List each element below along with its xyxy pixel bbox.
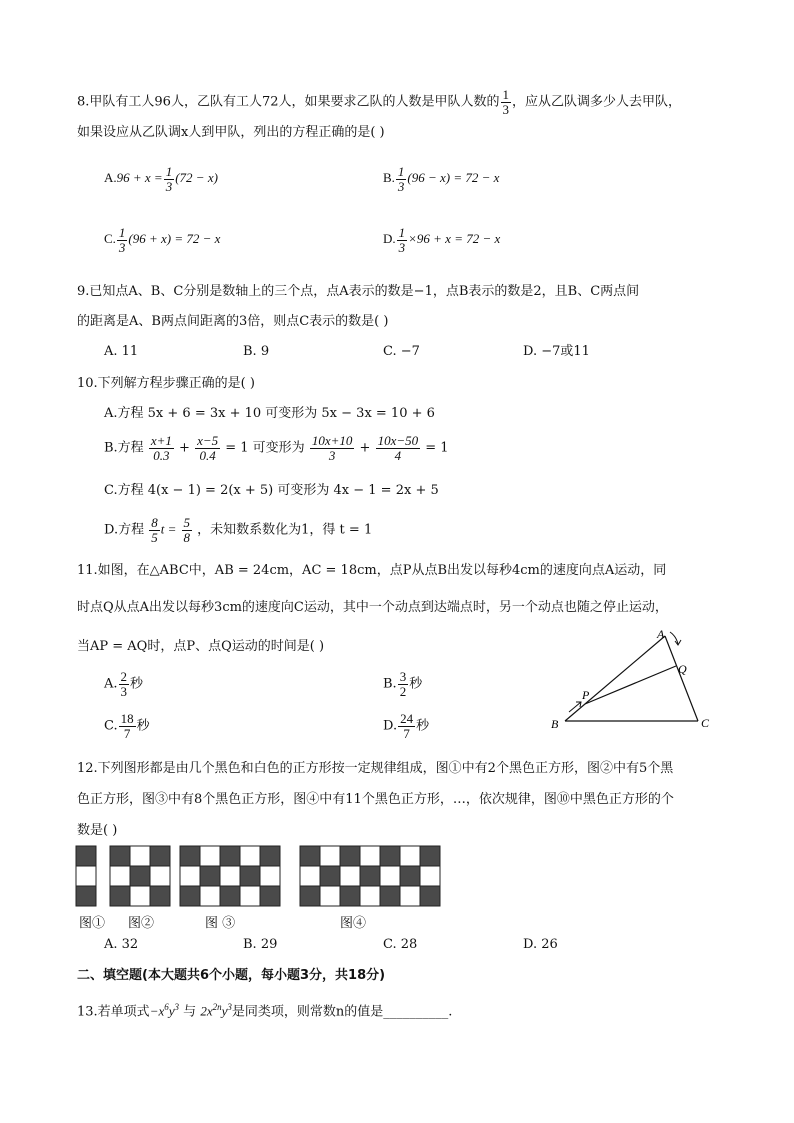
square-pattern-figures	[74, 845, 444, 907]
white-square	[340, 866, 360, 886]
black-square	[130, 866, 150, 886]
white-square	[300, 866, 320, 886]
q10-option-c[interactable]: C.方程 4(x − 1) = 2(x + 5) 可变形为 4x − 1 = 2x + 5	[104, 483, 439, 498]
q12-stem-line2: 色正方形，图③中有8个黑色正方形，图④中有11个黑色正方形，…，依次规律，图⑩中黑色正方形的个	[77, 792, 674, 807]
black-square	[150, 886, 170, 906]
black-square	[260, 846, 280, 866]
label-p: P	[582, 688, 590, 702]
q12-option-d[interactable]: D. 26	[523, 937, 558, 952]
white-square	[420, 866, 440, 886]
q11-option-d[interactable]: D. $\frac{24}{7}$ 秒	[383, 711, 430, 741]
white-square	[130, 846, 150, 866]
white-square	[320, 846, 340, 866]
q9-stem-line1: 9.已知点A、B、C分别是数轴上的三个点，点A表示的数是−1，点B表示的数是2，且B、C两点间	[77, 284, 640, 299]
q9-option-d[interactable]: D. −7或11	[523, 344, 590, 359]
white-square	[200, 846, 220, 866]
white-square	[110, 866, 130, 886]
black-square	[200, 866, 220, 886]
black-square	[340, 886, 360, 906]
q8-option-c[interactable]: C. $\frac{1}{3}$ (96 + x) = 72 − x	[104, 225, 221, 255]
segment-pq	[585, 666, 676, 704]
black-square	[240, 866, 260, 886]
q8-fraction: $\frac{1}{3}$	[502, 87, 509, 117]
q11-option-a[interactable]: A. $\frac{2}{3}$ 秒	[104, 669, 144, 699]
q12-option-c[interactable]: C. 28	[383, 937, 418, 952]
black-square	[76, 846, 96, 866]
black-square	[400, 866, 420, 886]
pattern-figure-2	[110, 846, 170, 906]
q11-stem-line2: 时点Q从点A出发以每秒3cm的速度向C运动，其中一个动点到达端点时，另一个动点也随之停止运动，	[77, 600, 668, 615]
black-square	[320, 866, 340, 886]
black-square	[300, 886, 320, 906]
black-square	[220, 846, 240, 866]
side-ac	[665, 636, 698, 721]
black-square	[340, 846, 360, 866]
label-c: C	[701, 716, 710, 730]
q13-stem: 13.若单项式$-x^6y^3$ 与 $2x^{2n}y^3$是同类项，则常数n的值是__________.	[77, 1002, 453, 1020]
q8-option-a[interactable]: A.96 + x = $\frac{1}{3}$ (72 − x)	[104, 164, 218, 194]
arrow-bp-icon	[569, 702, 581, 712]
white-square	[380, 866, 400, 886]
q8-stem-line1: 8.甲队有工人96人，乙队有工人72人，如果要求乙队的人数是甲队人数的 $\frac{1}{3}$ ，应从乙队调多少人去甲队，	[77, 87, 682, 117]
black-square	[76, 886, 96, 906]
fig-label-3: 图 ③	[205, 916, 236, 931]
q11-stem-line3: 当AP = AQ时，点P、点Q运动的时间是( )	[77, 639, 325, 654]
side-ab	[565, 636, 665, 721]
q9-stem-line2: 的距离是A、B两点间距离的3倍，则点C表示的数是( )	[77, 314, 389, 329]
fig-label-4: 图④	[340, 916, 367, 931]
black-square	[360, 866, 380, 886]
white-square	[200, 886, 220, 906]
q10-option-b[interactable]: B.方程 $\frac{x+1}{0.3}$ + $\frac{x-5}{0.4}$ = 1 可变形为 $\frac{10x+10}{3}$ + $\frac{10x-50}{4}$ = 1	[104, 433, 449, 463]
section-heading: 二、填空题(本大题共6个小题，每小题3分，共18分)	[77, 968, 386, 983]
q12-stem-line1: 12.下列图形都是由几个黑色和白色的正方形按一定规律组成，图①中有2个黑色正方形，图②中有5个黑	[77, 761, 674, 776]
answer-blank[interactable]: __________	[383, 1004, 449, 1020]
q11-option-b[interactable]: B. $\frac{3}{2}$ 秒	[383, 669, 423, 699]
q10-option-a[interactable]: A.方程 5x + 6 = 3x + 10 可变形为 5x − 3x = 10 + 6	[104, 406, 435, 421]
q10-stem: 10.下列解方程步骤正确的是( )	[77, 376, 255, 391]
pattern-figure-4	[300, 846, 440, 906]
q8-stem-line2: 如果设应从乙队调x人到甲队，列出的方程正确的是( )	[77, 125, 385, 140]
black-square	[180, 886, 200, 906]
label-a: A	[657, 627, 665, 641]
black-square	[220, 886, 240, 906]
arrow-aq-icon	[670, 632, 678, 644]
black-square	[300, 846, 320, 866]
white-square	[180, 866, 200, 886]
black-square	[110, 886, 130, 906]
pattern-figure-3	[180, 846, 280, 906]
white-square	[76, 866, 96, 886]
black-square	[380, 846, 400, 866]
fig-label-2: 图②	[128, 916, 155, 931]
pattern-figure-1	[76, 846, 96, 906]
black-square	[180, 846, 200, 866]
q11-stem-line1: 11.如图，在△ABC中，AB = 24cm，AC = 18cm，点P从点B出发以每秒4cm的速度向点A运动，同	[77, 563, 667, 578]
q9-option-b[interactable]: B. 9	[243, 344, 270, 359]
white-square	[360, 846, 380, 866]
q9-option-c[interactable]: C. −7	[383, 344, 420, 359]
white-square	[400, 886, 420, 906]
q11-option-c[interactable]: C. $\frac{18}{7}$ 秒	[104, 711, 150, 741]
black-square	[260, 886, 280, 906]
white-square	[400, 846, 420, 866]
label-q: Q	[678, 662, 687, 676]
triangle-figure	[545, 626, 720, 736]
fig-label-1: 图①	[79, 916, 106, 931]
white-square	[130, 886, 150, 906]
black-square	[420, 846, 440, 866]
black-square	[110, 846, 130, 866]
q12-option-b[interactable]: B. 29	[243, 937, 278, 952]
white-square	[150, 866, 170, 886]
black-square	[150, 846, 170, 866]
black-square	[420, 886, 440, 906]
white-square	[240, 886, 260, 906]
label-b: B	[551, 717, 559, 731]
q12-option-a[interactable]: A. 32	[104, 937, 139, 952]
q9-option-a[interactable]: A. 11	[104, 344, 139, 359]
q8-option-b[interactable]: B. $\frac{1}{3}$ (96 − x) = 72 − x	[383, 164, 500, 194]
white-square	[320, 886, 340, 906]
white-square	[240, 846, 260, 866]
white-square	[220, 866, 240, 886]
q12-stem-line3: 数是( )	[77, 823, 118, 838]
white-square	[260, 866, 280, 886]
white-square	[360, 886, 380, 906]
q10-option-d[interactable]: D.方程 $\frac{8}{5}$ t = $\frac{5}{8}$ ，未知数系数化为1，得 t = 1	[104, 515, 373, 545]
q8-option-d[interactable]: D. $\frac{1}{3}$ ×96 + x = 72 − x	[383, 225, 501, 255]
black-square	[380, 886, 400, 906]
